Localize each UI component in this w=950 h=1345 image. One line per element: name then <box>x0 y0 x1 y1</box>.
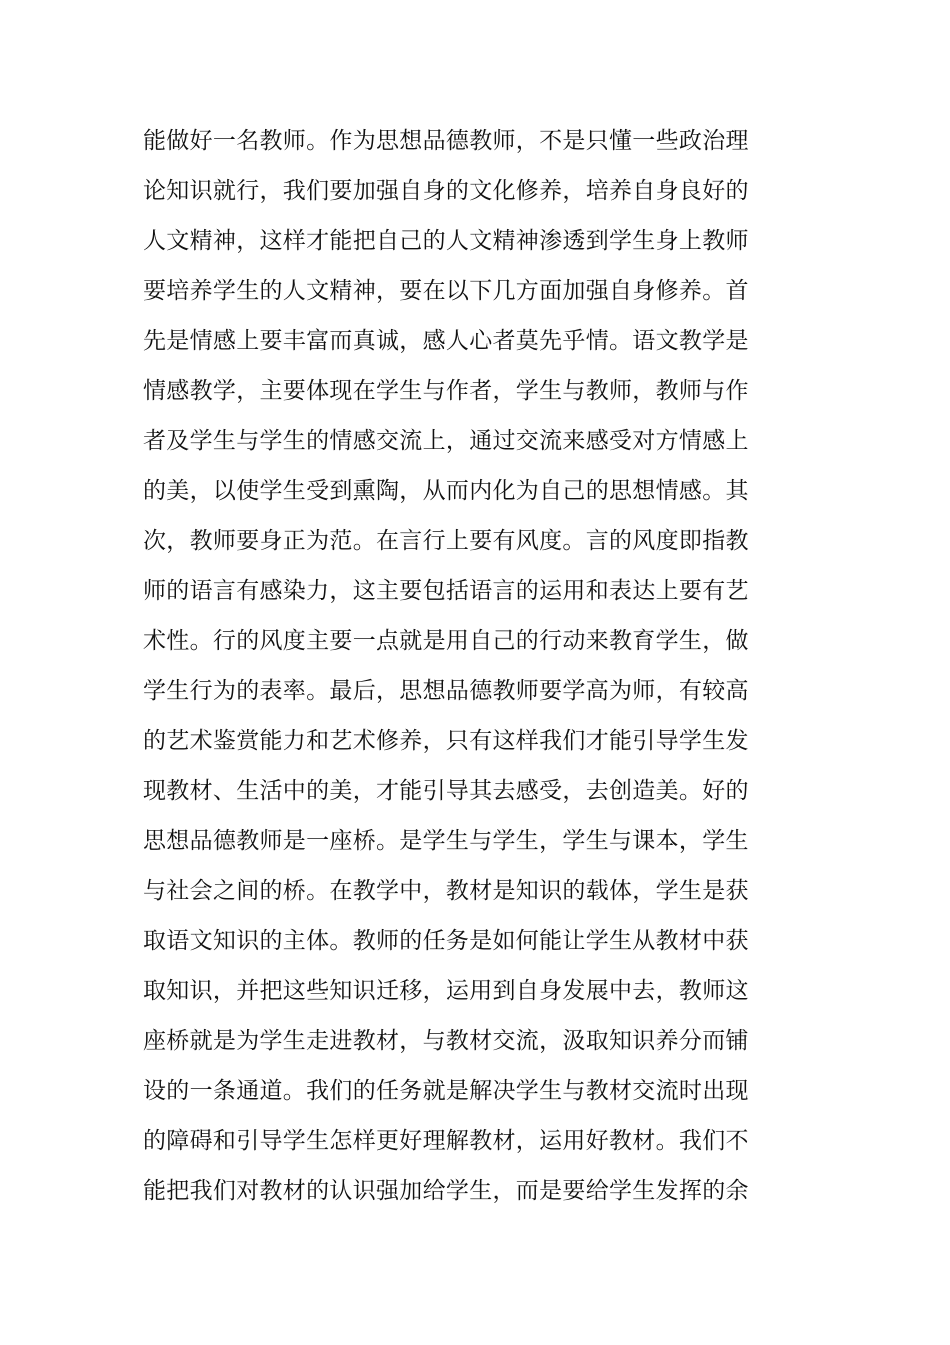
text-line: 学生行为的表率。最后，思想品德教师要学高为师，有较高 <box>143 678 749 704</box>
text-line: 座桥就是为学生走进教材，与教材交流，汲取知识养分而铺 <box>143 1028 749 1054</box>
text-line: 术性。行的风度主要一点就是用自己的行动来教育学生，做 <box>143 628 749 654</box>
text-line: 的美，以使学生受到熏陶，从而内化为自己的思想情感。其 <box>143 478 749 504</box>
text-line: 取知识，并把这些知识迁移，运用到自身发展中去，教师这 <box>143 978 749 1004</box>
body-paragraph <box>143 116 823 1216</box>
text-line: 情感教学，主要体现在学生与作者，学生与教师，教师与作 <box>143 378 749 404</box>
text-line: 的艺术鉴赏能力和艺术修养，只有这样我们才能引导学生发 <box>143 728 749 754</box>
text-line: 思想品德教师是一座桥。是学生与学生，学生与课本，学生 <box>143 828 749 854</box>
text-line: 论知识就行，我们要加强自身的文化修养，培养自身良好的 <box>143 178 749 204</box>
text-line: 设的一条通道。我们的任务就是解决学生与教材交流时出现 <box>143 1078 749 1104</box>
text-line: 能把我们对教材的认识强加给学生，而是要给学生发挥的余 <box>143 1178 749 1204</box>
text-line: 要培养学生的人文精神，要在以下几方面加强自身修养。首 <box>143 278 749 304</box>
text-line: 人文精神，这样才能把自己的人文精神渗透到学生身上教师 <box>143 228 749 254</box>
text-line: 师的语言有感染力，这主要包括语言的运用和表达上要有艺 <box>143 578 749 604</box>
text-line: 者及学生与学生的情感交流上，通过交流来感受对方情感上 <box>143 428 749 454</box>
text-line: 次，教师要身正为范。在言行上要有风度。言的风度即指教 <box>143 528 749 554</box>
text-line: 先是情感上要丰富而真诚，感人心者莫先乎情。语文教学是 <box>143 328 749 354</box>
text-line: 与社会之间的桥。在教学中，教材是知识的载体，学生是获 <box>143 878 749 904</box>
text-line: 现教材、生活中的美，才能引导其去感受，去创造美。好的 <box>143 778 749 804</box>
text-line: 能做好一名教师。作为思想品德教师，不是只懂一些政治理 <box>143 128 749 154</box>
text-line: 取语文知识的主体。教师的任务是如何能让学生从教材中获 <box>143 928 749 954</box>
text-line: 的障碍和引导学生怎样更好理解教材，运用好教材。我们不 <box>143 1128 749 1154</box>
